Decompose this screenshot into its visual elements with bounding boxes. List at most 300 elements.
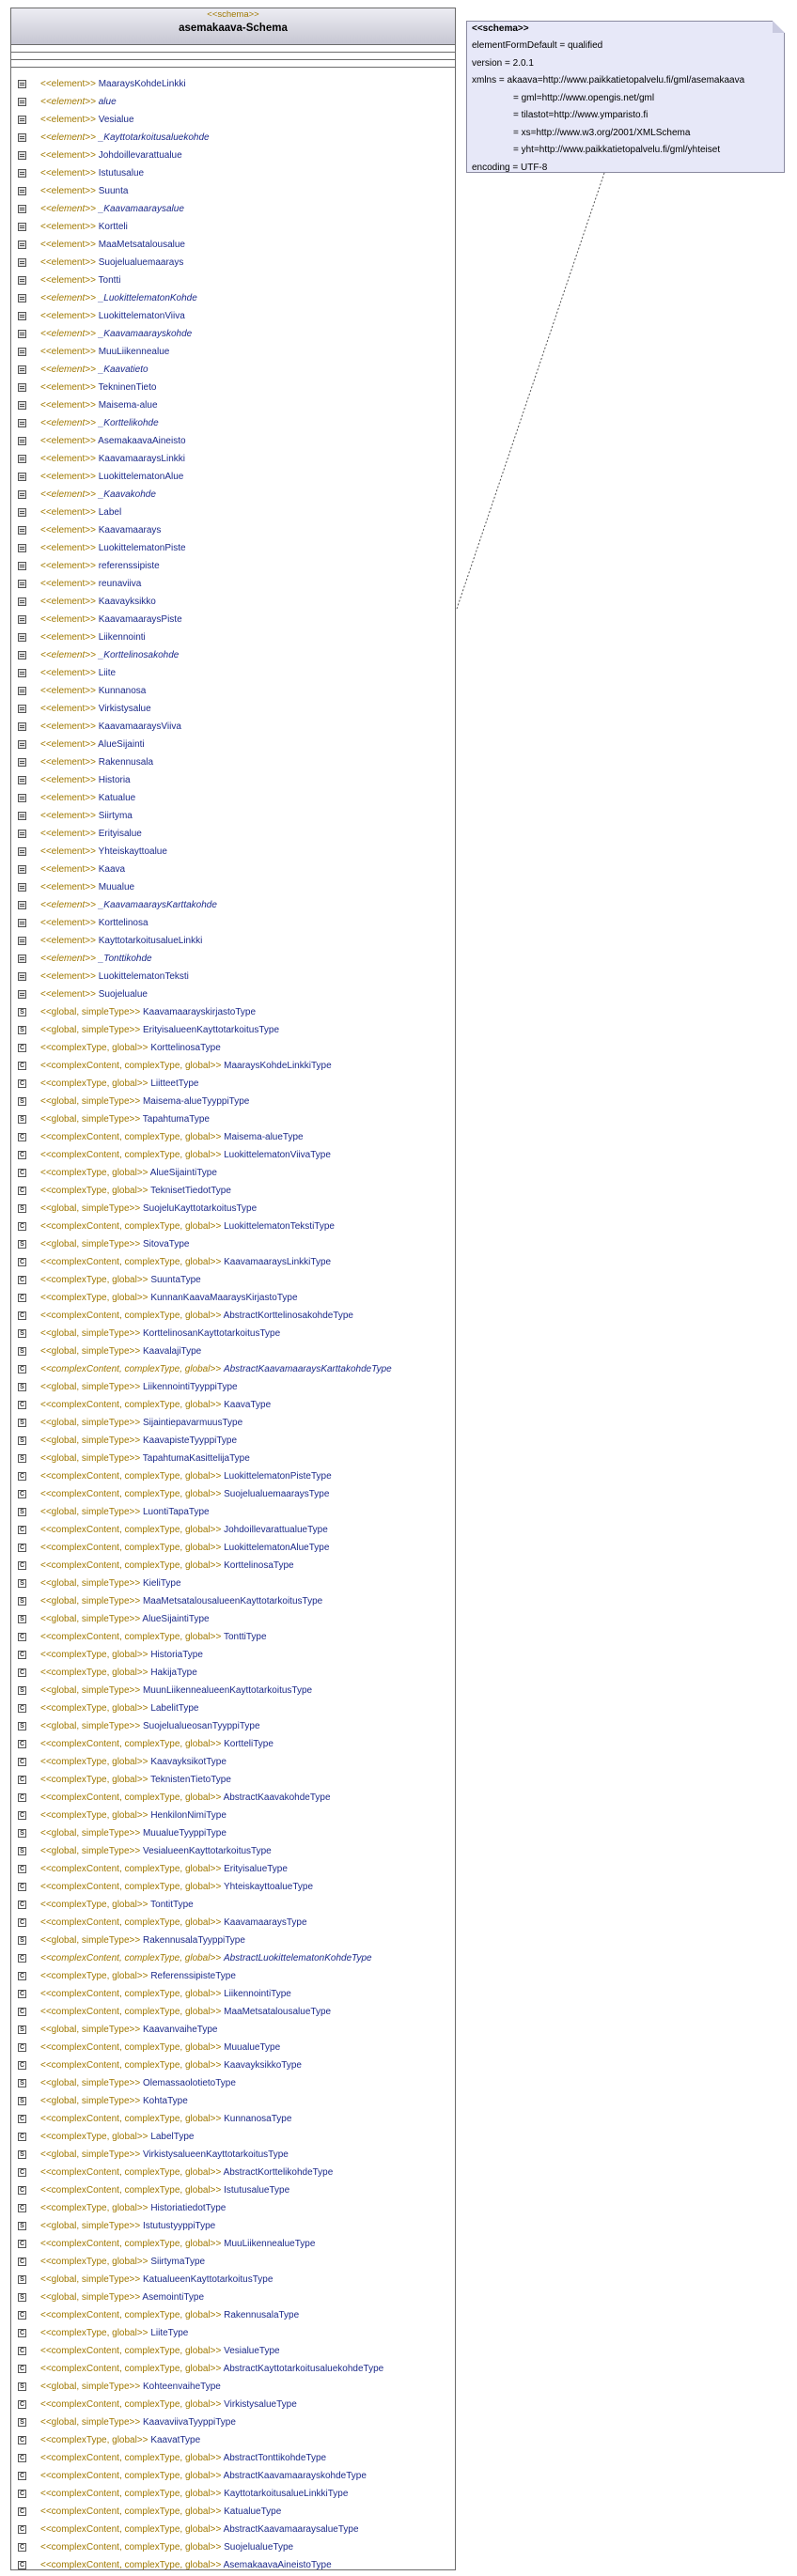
schema-item-row[interactable]: [11, 486, 455, 504]
item-stereotype: <<global, simpleType>>: [40, 1096, 141, 1107]
item-stereotype: <<element>>: [40, 257, 96, 268]
item-name: KaavatType: [150, 2435, 201, 2445]
item-stereotype: <<element>>: [40, 240, 96, 250]
schema-item-row[interactable]: [11, 1753, 455, 1771]
schema-item-row[interactable]: [11, 379, 455, 396]
schema-item-row[interactable]: [11, 2485, 455, 2503]
schema-item-row[interactable]: [11, 2503, 455, 2521]
schema-item-row[interactable]: [11, 1164, 455, 1182]
schema-item-row[interactable]: [11, 1342, 455, 1360]
schema-item-row[interactable]: [11, 1771, 455, 1789]
schema-item-row[interactable]: [11, 1360, 455, 1378]
schema-item-text: [40, 1789, 331, 1807]
schema-item-row[interactable]: [11, 521, 455, 539]
item-name: KohtaType: [142, 2096, 188, 2106]
item-stereotype: <<element>>: [40, 525, 96, 535]
item-name: KorttelinosaType: [150, 1043, 221, 1053]
schema-item-row[interactable]: [11, 1592, 455, 1610]
schema-item-row[interactable]: [11, 129, 455, 147]
schema-item-text: [40, 2199, 226, 2217]
item-name: LiikennointiType: [224, 1989, 291, 1999]
schema-item-row[interactable]: [11, 2217, 455, 2235]
schema-item-row[interactable]: [11, 450, 455, 468]
item-stereotype: <<element>>: [40, 971, 96, 982]
item-stereotype: <<complexType, global>>: [40, 1775, 148, 1785]
schema-item-text: [40, 93, 117, 111]
schema-item-row[interactable]: [11, 2128, 455, 2146]
item-stereotype: <<element>>: [40, 115, 96, 125]
complex-type-icon: [18, 2454, 26, 2462]
schema-item-row[interactable]: [11, 628, 455, 646]
item-stereotype: <<global, simpleType>>: [40, 2078, 141, 2088]
item-stereotype: <<global, simpleType>>: [40, 1935, 141, 1946]
schema-item-row[interactable]: [11, 1682, 455, 1699]
schema-item-row[interactable]: [11, 843, 455, 861]
schema-item-row[interactable]: [11, 75, 455, 93]
schema-item-row[interactable]: [11, 1664, 455, 1682]
schema-item-text: [40, 1003, 256, 1021]
item-name: LuokittelematonViiva: [98, 311, 185, 321]
schema-item-text: [40, 1325, 280, 1342]
schema-item-row[interactable]: [11, 307, 455, 325]
schema-note[interactable]: [466, 21, 785, 173]
item-name: KaavaviivaTyyppiType: [142, 2417, 236, 2428]
schema-item-row[interactable]: [11, 950, 455, 968]
schema-item-row[interactable]: [11, 1093, 455, 1110]
schema-item-text: [40, 2413, 236, 2431]
schema-item-row[interactable]: [11, 2324, 455, 2342]
item-name: KaavamaaraysLinkkiType: [224, 1257, 332, 1267]
item-stereotype: <<element>>: [40, 614, 96, 625]
schema-item-row[interactable]: [11, 1646, 455, 1664]
schema-item-row[interactable]: [11, 1842, 455, 1860]
schema-item-row[interactable]: [11, 789, 455, 807]
schema-item-text: [40, 2271, 273, 2289]
schema-item-row[interactable]: [11, 1182, 455, 1200]
schema-item-row[interactable]: [11, 718, 455, 736]
item-name: KaavamaaraysType: [224, 1917, 307, 1928]
item-stereotype: <<element>>: [40, 436, 96, 446]
complex-type-icon: [18, 1151, 26, 1159]
simple-type-icon: [18, 1240, 26, 1249]
schema-item-row[interactable]: [11, 968, 455, 985]
schema-item-text: [40, 1378, 238, 1396]
item-stereotype: <<global, simpleType>>: [40, 1596, 141, 1606]
schema-item-row[interactable]: [11, 200, 455, 218]
schema-item-row[interactable]: [11, 2074, 455, 2092]
schema-item-row[interactable]: [11, 1039, 455, 1057]
note-line: [472, 163, 547, 173]
schema-item-row[interactable]: [11, 1914, 455, 1932]
schema-item-text: [40, 1646, 203, 1664]
item-name: TeknistenTietoType: [150, 1775, 231, 1785]
simple-type-icon: [18, 1436, 26, 1445]
item-name: Tontti: [98, 275, 121, 286]
schema-item-row[interactable]: [11, 593, 455, 611]
schema-item-row[interactable]: [11, 1628, 455, 1646]
schema-item-text: [40, 1503, 210, 1521]
item-name: _Korttelinosakohde: [98, 650, 180, 660]
complex-type-icon: [18, 1062, 26, 1070]
schema-item-row[interactable]: [11, 1075, 455, 1093]
schema-item-row[interactable]: [11, 753, 455, 771]
item-name: Yhteiskayttoalue: [98, 846, 167, 857]
schema-item-row[interactable]: [11, 539, 455, 557]
schema-item-row[interactable]: [11, 1128, 455, 1146]
schema-item-text: [40, 1396, 271, 1414]
simple-type-icon: [18, 2097, 26, 2105]
schema-item-row[interactable]: [11, 1860, 455, 1878]
schema-item-row[interactable]: [11, 414, 455, 432]
item-name: Maisema-alueTyyppiType: [142, 1096, 250, 1107]
schema-item-row[interactable]: [11, 1396, 455, 1414]
schema-item-row[interactable]: [11, 93, 455, 111]
item-name: JohdoillevarattualueType: [224, 1525, 328, 1535]
schema-item-row[interactable]: [11, 1985, 455, 2003]
schema-item-text: [40, 504, 121, 521]
schema-item-text: [40, 557, 160, 575]
item-name: KayttotarkoitusalueLinkkiType: [224, 2489, 349, 2499]
schema-item-row[interactable]: [11, 1967, 455, 1985]
item-stereotype: <<complexContent, complexType, global>>: [40, 2060, 222, 2071]
schema-item-text: [40, 2485, 348, 2503]
schema-item-row[interactable]: [11, 1699, 455, 1717]
schema-item-row[interactable]: [11, 2413, 455, 2431]
schema-item-row[interactable]: [11, 468, 455, 486]
item-name: IstutusalueType: [224, 2185, 290, 2196]
item-name: KaavapisteTyyppiType: [142, 1435, 238, 1446]
schema-item-row[interactable]: [11, 147, 455, 164]
item-stereotype: <<element>>: [40, 150, 96, 161]
schema-item-row[interactable]: [11, 325, 455, 343]
schema-item-row[interactable]: [11, 2271, 455, 2289]
schema-item-row[interactable]: [11, 432, 455, 450]
simple-type-icon: [18, 1454, 26, 1463]
simple-type-icon: [18, 1615, 26, 1623]
item-stereotype: <<element>>: [40, 918, 96, 928]
schema-item-row[interactable]: [11, 1003, 455, 1021]
schema-item-text: [40, 1985, 291, 2003]
schema-item-text: [40, 771, 131, 789]
element-type-icon: [18, 722, 26, 731]
schema-item-row[interactable]: [11, 289, 455, 307]
schema-item-text: [40, 1896, 194, 1914]
item-stereotype: <<element>>: [40, 793, 96, 803]
schema-item-row[interactable]: [11, 2306, 455, 2324]
complex-type-icon: [18, 1651, 26, 1659]
complex-type-icon: [18, 1883, 26, 1891]
schema-item-row[interactable]: [11, 771, 455, 789]
schema-item-row[interactable]: [11, 1824, 455, 1842]
schema-item-row[interactable]: [11, 236, 455, 254]
schema-item-row[interactable]: [11, 2235, 455, 2253]
item-name: SuojeluKayttotarkoitusType: [142, 1203, 258, 1214]
schema-item-text: [40, 1735, 273, 1753]
schema-item-text: [40, 254, 183, 272]
schema-item-row[interactable]: [11, 2431, 455, 2449]
item-stereotype: <<complexType, global>>: [40, 1043, 148, 1053]
schema-item-row[interactable]: [11, 2146, 455, 2164]
schema-item-row[interactable]: [11, 1575, 455, 1592]
schema-item-text: [40, 1682, 312, 1699]
schema-item-row[interactable]: [11, 1949, 455, 1967]
schema-item-row[interactable]: [11, 1378, 455, 1396]
item-name: _LuokittelematonKohde: [98, 293, 197, 303]
schema-item-text: [40, 1557, 294, 1575]
schema-item-row[interactable]: [11, 2092, 455, 2110]
item-name: MaaraysKohdeLinkki: [98, 79, 186, 89]
element-type-icon: [18, 758, 26, 767]
item-stereotype: <<complexContent, complexType, global>>: [40, 2114, 222, 2124]
schema-item-row[interactable]: [11, 1432, 455, 1450]
simple-type-icon: [18, 1936, 26, 1945]
schema-box[interactable]: [10, 8, 456, 2570]
item-stereotype: <<element>>: [40, 293, 96, 303]
element-type-icon: [18, 241, 26, 249]
schema-item-row[interactable]: [11, 557, 455, 575]
schema-item-row[interactable]: [11, 861, 455, 878]
schema-item-text: [40, 700, 151, 718]
item-name: MuuLiikennealue: [98, 347, 170, 357]
item-stereotype: <<element>>: [40, 132, 96, 143]
schema-item-row[interactable]: [11, 111, 455, 129]
schema-item-row[interactable]: [11, 2110, 455, 2128]
schema-item-row[interactable]: [11, 1539, 455, 1557]
item-stereotype: <<complexContent, complexType, global>>: [40, 1061, 222, 1071]
item-stereotype: <<complexContent, complexType, global>>: [40, 1364, 222, 1374]
element-type-icon: [18, 258, 26, 267]
schema-item-row[interactable]: [11, 343, 455, 361]
simple-type-icon: [18, 1847, 26, 1855]
schema-item-text: [40, 2217, 215, 2235]
schema-item-row[interactable]: [11, 2039, 455, 2056]
schema-item-row[interactable]: [11, 2538, 455, 2556]
schema-item-row[interactable]: [11, 575, 455, 593]
schema-item-row[interactable]: [11, 1807, 455, 1824]
schema-item-row[interactable]: [11, 1414, 455, 1432]
schema-item-row[interactable]: [11, 878, 455, 896]
schema-item-row[interactable]: [11, 664, 455, 682]
element-type-icon: [18, 580, 26, 588]
note-line-text: yht=http://www.paikkatietopalvelu.fi/gml/yhteiset: [521, 145, 721, 155]
schema-item-row[interactable]: [11, 1557, 455, 1575]
schema-item-row[interactable]: [11, 611, 455, 628]
schema-item-text: [40, 1575, 181, 1592]
element-type-icon: [18, 116, 26, 124]
item-stereotype: <<global, simpleType>>: [40, 1828, 141, 1839]
schema-item-text: [40, 736, 145, 753]
schema-item-text: [40, 539, 186, 557]
schema-item-text: [40, 379, 156, 396]
simple-type-icon: [18, 1722, 26, 1730]
complex-type-icon: [18, 1490, 26, 1498]
schema-item-text: [40, 1824, 227, 1842]
schema-item-text: [40, 1146, 331, 1164]
schema-item-row[interactable]: [11, 2396, 455, 2413]
schema-item-row[interactable]: [11, 1200, 455, 1218]
item-stereotype: <<complexType, global>>: [40, 1650, 148, 1660]
schema-item-row[interactable]: [11, 2199, 455, 2217]
schema-item-row[interactable]: [11, 1289, 455, 1307]
element-type-icon: [18, 169, 26, 178]
item-stereotype: <<complexContent, complexType, global>>: [40, 1525, 222, 1535]
item-name: MuualueType: [224, 2042, 281, 2053]
item-stereotype: <<global, simpleType>>: [40, 2149, 141, 2160]
schema-item-row[interactable]: [11, 2056, 455, 2074]
schema-item-row[interactable]: [11, 1789, 455, 1807]
item-stereotype: <<element>>: [40, 579, 96, 589]
schema-item-row[interactable]: [11, 896, 455, 914]
schema-item-text: [40, 1521, 328, 1539]
item-name: MaaraysKohdeLinkkiType: [224, 1061, 332, 1071]
schema-item-row[interactable]: [11, 1717, 455, 1735]
schema-item-row[interactable]: [11, 1878, 455, 1896]
schema-item-row[interactable]: [11, 2449, 455, 2467]
schema-item-row[interactable]: [11, 2253, 455, 2271]
schema-item-row[interactable]: [11, 682, 455, 700]
schema-item-row[interactable]: [11, 1021, 455, 1039]
item-name: MuuLiikennealueType: [224, 2239, 316, 2249]
simple-type-icon: [18, 2150, 26, 2159]
schema-item-text: [40, 1753, 227, 1771]
item-name: KorttelinosanKayttotarkoitusType: [142, 1328, 281, 1339]
element-type-icon: [18, 990, 26, 999]
schema-item-row[interactable]: [11, 1503, 455, 1521]
element-type-icon: [18, 883, 26, 892]
schema-item-row[interactable]: [11, 1896, 455, 1914]
item-name: KortteliType: [224, 1739, 273, 1749]
schema-item-row[interactable]: [11, 2467, 455, 2485]
schema-item-row[interactable]: [11, 985, 455, 1003]
schema-item-text: [40, 164, 144, 182]
item-stereotype: <<complexType, global>>: [40, 1275, 148, 1285]
item-name: MaaMetsatalousalue: [98, 240, 185, 250]
item-stereotype: <<element>>: [40, 365, 96, 375]
schema-item-row[interactable]: [11, 2342, 455, 2360]
item-name: Korttelinosa: [98, 918, 148, 928]
schema-item-row[interactable]: [11, 504, 455, 521]
item-stereotype: <<complexContent, complexType, global>>: [40, 2364, 222, 2374]
schema-item-row[interactable]: [11, 1485, 455, 1503]
schema-item-row[interactable]: [11, 1218, 455, 1235]
schema-item-row[interactable]: [11, 361, 455, 379]
schema-header: [11, 8, 455, 45]
item-name: SuojelualuemaaraysType: [224, 1489, 330, 1499]
schema-item-row[interactable]: [11, 1146, 455, 1164]
schema-item-row[interactable]: [11, 2021, 455, 2039]
schema-item-text: [40, 2289, 204, 2306]
item-name: VesialueenKayttotarkoitusType: [142, 1846, 272, 1856]
schema-item-row[interactable]: [11, 932, 455, 950]
schema-item-row[interactable]: [11, 1325, 455, 1342]
item-name: AbstractTonttikohdeType: [223, 2453, 327, 2463]
schema-title: asemakaava-Schema: [179, 23, 288, 34]
schema-item-text: [40, 2538, 293, 2556]
item-name: Siirtyma: [98, 811, 133, 821]
item-stereotype: <<element>>: [40, 222, 96, 232]
schema-item-row[interactable]: [11, 182, 455, 200]
item-name: TeknisetTiedotType: [150, 1186, 231, 1196]
element-type-icon: [18, 187, 26, 195]
schema-item-row[interactable]: [11, 1057, 455, 1075]
schema-item-text: [40, 2306, 299, 2324]
item-name: HistoriaType: [150, 1650, 203, 1660]
schema-item-text: [40, 753, 153, 771]
item-name: ReferenssipisteType: [150, 1971, 236, 1981]
schema-item-row[interactable]: [11, 1110, 455, 1128]
schema-item-row[interactable]: [11, 2164, 455, 2181]
schema-item-row[interactable]: [11, 2289, 455, 2306]
complex-type-icon: [18, 1776, 26, 1784]
item-stereotype: <<global, simpleType>>: [40, 2274, 141, 2285]
element-type-icon: [18, 133, 26, 142]
item-name: Katualue: [98, 793, 136, 803]
schema-item-text: [40, 1699, 198, 1717]
schema-item-row[interactable]: [11, 700, 455, 718]
item-stereotype: <<global, simpleType>>: [40, 2417, 141, 2428]
schema-item-row[interactable]: [11, 1521, 455, 1539]
schema-item-row[interactable]: [11, 1271, 455, 1289]
schema-item-text: [40, 361, 148, 379]
complex-type-icon: [18, 2365, 26, 2373]
schema-item-row[interactable]: [11, 2360, 455, 2378]
schema-item-row[interactable]: [11, 914, 455, 932]
note-line: [472, 58, 534, 69]
item-name: KaavamaaraysViiva: [98, 722, 181, 732]
element-type-icon: [18, 633, 26, 642]
item-name: KaavanvaiheType: [142, 2025, 218, 2035]
schema-item-row[interactable]: [11, 164, 455, 182]
schema-item-row[interactable]: [11, 2556, 455, 2574]
schema-item-text: [40, 2056, 302, 2074]
item-name: ErityisalueType: [224, 1864, 288, 1874]
schema-item-row[interactable]: [11, 1253, 455, 1271]
item-stereotype: <<element>>: [40, 168, 96, 178]
schema-item-row[interactable]: [11, 272, 455, 289]
schema-item-row[interactable]: [11, 807, 455, 825]
schema-item-row[interactable]: [11, 1610, 455, 1628]
schema-item-row[interactable]: [11, 1735, 455, 1753]
item-stereotype: <<complexContent, complexType, global>>: [40, 1739, 222, 1749]
schema-item-row[interactable]: [11, 646, 455, 664]
item-stereotype: <<global, simpleType>>: [40, 1418, 141, 1428]
complex-type-icon: [18, 2240, 26, 2248]
schema-item-row[interactable]: [11, 2521, 455, 2538]
schema-item-row[interactable]: [11, 2378, 455, 2396]
schema-item-row[interactable]: [11, 736, 455, 753]
schema-item-row[interactable]: [11, 1450, 455, 1467]
simple-type-icon: [18, 2293, 26, 2302]
item-stereotype: <<complexContent, complexType, global>>: [40, 2524, 222, 2535]
schema-item-row[interactable]: [11, 218, 455, 236]
item-stereotype: <<complexContent, complexType, global>>: [40, 2310, 222, 2320]
schema-item-text: [40, 1539, 329, 1557]
schema-item-row[interactable]: [11, 396, 455, 414]
note-line-text: tilastot=http://www.ymparisto.fi: [521, 110, 649, 120]
schema-item-row[interactable]: [11, 2181, 455, 2199]
schema-item-row[interactable]: [11, 1235, 455, 1253]
note-line-bullet: =: [513, 145, 519, 155]
simple-type-icon: [18, 1579, 26, 1588]
schema-item-row[interactable]: [11, 2003, 455, 2021]
schema-item-row[interactable]: [11, 1467, 455, 1485]
schema-item-text: [40, 1218, 335, 1235]
schema-item-row[interactable]: [11, 825, 455, 843]
schema-item-row[interactable]: [11, 1932, 455, 1949]
item-stereotype: <<global, simpleType>>: [40, 1846, 141, 1856]
schema-item-row[interactable]: [11, 254, 455, 272]
schema-item-row[interactable]: [11, 1307, 455, 1325]
